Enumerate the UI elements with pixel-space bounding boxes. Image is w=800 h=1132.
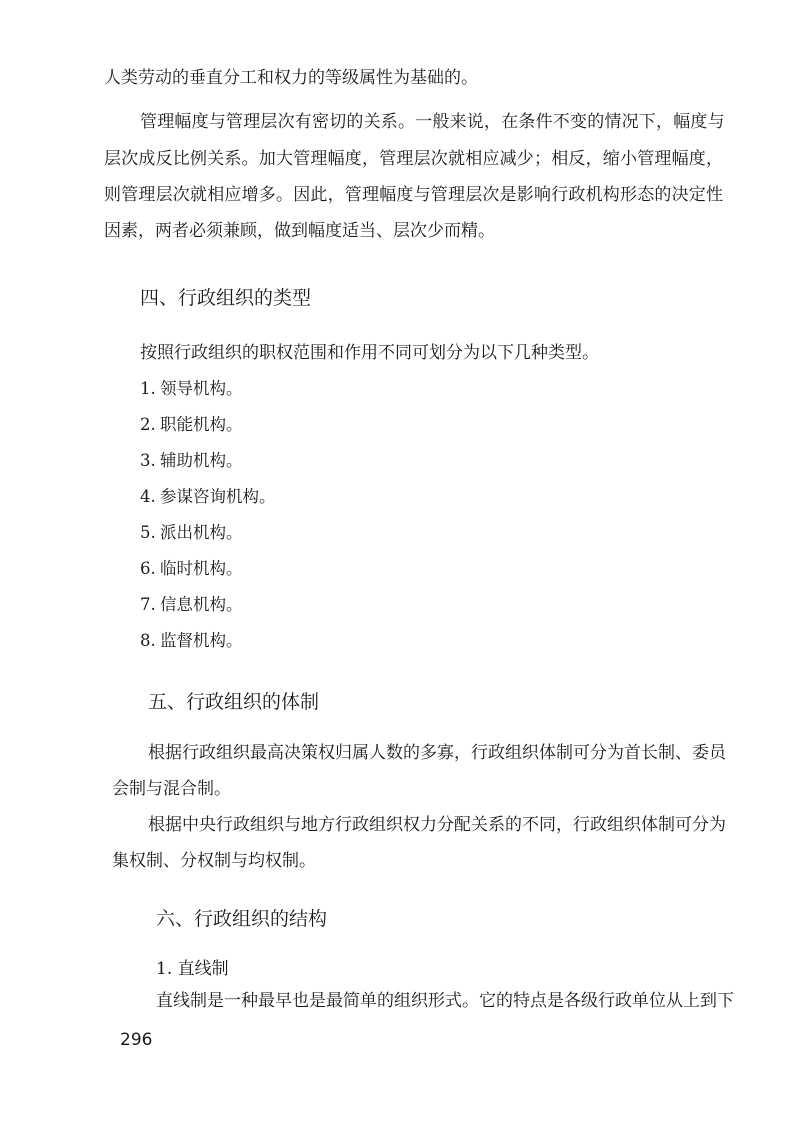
list-number: 5. <box>140 523 156 542</box>
page-number: 296 <box>120 1030 153 1050</box>
list-item <box>140 485 276 509</box>
list-item <box>140 557 243 581</box>
list-number: 3. <box>140 451 156 470</box>
paragraph-line: 根据行政组织最高决策权归属人数的多寡，行政组织体制可分为首长制、委员 <box>148 743 726 763</box>
list-number: 4. <box>140 487 156 506</box>
list-text: 临时机构。 <box>160 559 243 578</box>
list-number: 6. <box>140 559 156 578</box>
section-heading: 五、行政组织的体制 <box>148 691 320 713</box>
list-item <box>140 449 243 473</box>
list-number: 1. <box>140 379 156 398</box>
paragraph-line: 层次成反比例关系。加大管理幅度，管理层次就相应减少；相反，缩小管理幅度， <box>104 149 724 169</box>
list-text: 参谋咨询机构。 <box>160 487 276 506</box>
section-heading: 四、行政组织的类型 <box>140 287 312 309</box>
list-text: 监督机构。 <box>160 631 243 650</box>
paragraph-line: 会制与混合制。 <box>112 779 231 799</box>
list-item <box>140 377 243 401</box>
list-item <box>140 629 243 653</box>
section-heading: 六、行政组织的结构 <box>156 908 328 930</box>
list-item <box>140 413 243 437</box>
paragraph-line: 按照行政组织的职权范围和作用不同可划分为以下几种类型。 <box>140 343 599 363</box>
list-text: 信息机构。 <box>160 595 243 614</box>
paragraph-line: 直线制是一种最早也是最简单的组织形式。它的特点是各级行政单位从上到下 <box>156 991 734 1011</box>
list-number: 8. <box>140 631 156 650</box>
list-item <box>140 593 243 617</box>
paragraph-line: 则管理层次就相应增多。因此，管理幅度与管理层次是影响行政机构形态的决定性 <box>104 185 724 205</box>
list-text: 领导机构。 <box>160 379 243 398</box>
list-item <box>140 521 243 545</box>
list-number: 7. <box>140 595 156 614</box>
paragraph-line: 集权制、分权制与均权制。 <box>112 851 316 871</box>
subsection-heading: 1. 直线制 <box>156 959 229 979</box>
list-text: 派出机构。 <box>160 523 243 542</box>
paragraph-line: 管理幅度与管理层次有密切的关系。一般来说，在条件不变的情况下，幅度与 <box>140 112 725 132</box>
paragraph-line: 根据中央行政组织与地方行政组织权力分配关系的不同，行政组织体制可分为 <box>148 815 726 835</box>
list-text: 职能机构。 <box>160 415 243 434</box>
paragraph-line: 人类劳动的垂直分工和权力的等级属性为基础的。 <box>104 68 478 88</box>
list-number: 2. <box>140 415 156 434</box>
paragraph-line: 因素，两者必须兼顾，做到幅度适当、层次少而精。 <box>104 221 495 241</box>
list-text: 辅助机构。 <box>160 451 243 470</box>
